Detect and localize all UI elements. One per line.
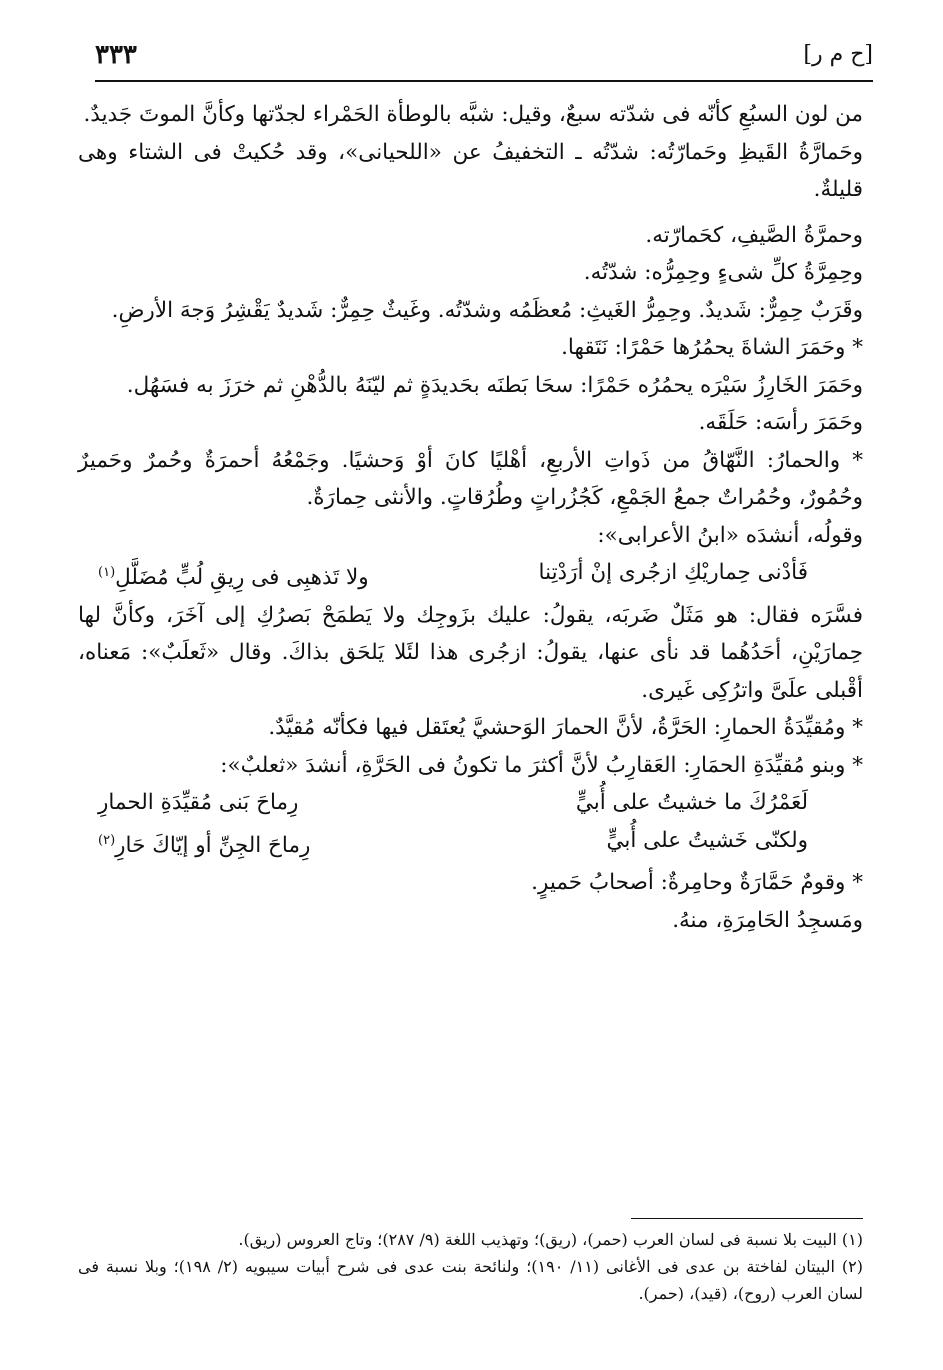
paragraph: ومَسجِدُ الحَامِرَةِ، منهُ. [672, 907, 863, 933]
page-header [95, 40, 873, 82]
paragraph: وحِمِرَّةُ كلِّ شىءٍ وحِمِرُّه: شدّتُه. [583, 260, 863, 285]
paragraph: وقَرَبٌ حِمِرٌّ: شَديدٌ. وحِمِرُّ الغَيثِ: مُعظَمُه وشدّتُه. وغَيثٌ حِمِرٌّ: شَديدٌ يَقْشِرُ وَجهَ الأرضِ. [111, 297, 863, 323]
paragraph: * وحَمَرَ الشاةَ يحمُرُها حَمْرًا: نَتَقها. [561, 335, 863, 360]
paragraph: * وقومٌ حَمَّارَةٌ وحامِرةٌ: أصحابُ حَميرٍ. [531, 870, 863, 896]
main-text [78, 96, 863, 939]
paragraph: وحَمَرَ رأسَه: حَلَقَه. [698, 410, 863, 435]
section-root-label: [ح م ر] [803, 42, 873, 67]
verse-text: رِماحَ الجِنِّ أو إيّاكَ حَارِ [115, 832, 311, 858]
verse-first-hemistich: فَأدْنى حِماريْكِ ازجُرى إنْ أرَدْتِنا [538, 560, 808, 585]
paragraph: وحَمارَّةُ القَيظِ وحَمارّتُه: شدّتُه ـ التخفيفُ عن «اللحيانى»، وقد حُكيتْ فى الشتاء وهى قليلةٌ. [78, 139, 863, 202]
paragraph: * ومُقيِّدَةُ الحمارِ: الحَرَّةُ، لأنَّ الحمارَ الوَحشيَّ يُعتَقل فيها فكأنّه مُقيَّدٌ. [268, 715, 863, 741]
footnote-divider [631, 1218, 863, 1219]
paragraph: * وبنو مُقيِّدَةِ الحمَارِ: العَقارِبُ لأنَّ أكثرَ ما تكونُ فى الحَرَّةِ، أنشدَ «ثعلبٌ»: [220, 752, 863, 778]
paragraph: وقولُه، أنشدَه «ابنُ الأعرابى»: [597, 522, 863, 548]
footnote-marker: (١) [98, 565, 116, 580]
footnote: (٢) البيتان لفاختة بن عدى فى الأغانى (١١/ ١٩٠)؛ ولنائحة بنت عدى فى شرح أبيات سيبويه (٢/ ١٩٨)؛ وبلا نسبة فى لسان العرب (روح)، (قيد)، (حمر). [78, 1257, 864, 1303]
footnote: (١) البيت بلا نسبة فى لسان العرب (حمر)، (ريق)؛ وتهذيب اللغة (٩/ ٢٨٧)؛ وتاج العروس (ريق). [238, 1230, 863, 1249]
footnote-marker: (٢) [98, 832, 116, 848]
poetry-verse [78, 822, 863, 865]
poetry-verse [78, 554, 863, 597]
paragraph: * والحمارُ: النَّهّاقُ من ذَواتِ الأربعِ، أهْليًا كانَ أوْ وَحشيًا. وجَمْعُهُ أحمرَةٌ وحُمرٌ وحَميرٌ وحُمُورٌ، وحُمُراتٌ جمعُ الجَمْعِ، كَجُزُراتٍ وطُرُقاتٍ. والأنثى حِمارَةٌ. [78, 447, 863, 510]
footnotes [78, 1226, 863, 1307]
paragraph: فسَّرَه فقال: هو مَثَلٌ ضَربَه، يقولُ: عليك بزَوجِك ولا يَطمَحْ بَصرُكِ إلى آخَرَ، وكأنَّ لها حِمارَيْنِ، أحَدُهُما قد نأى عنها، يقولُ: ازجُرى هذا لئَلا يَلحَق بذاكَ. وقال «ثَعلَبٌ»: مَعناه، أقْبلى علَىَّ واترُكِى غَيرى. [78, 602, 863, 703]
verse-second-hemistich [98, 822, 310, 865]
paragraph: وحَمَرَ الخَارِزُ سَيْرَه يحمُرُه حَمْرًا: سحَا بَطنَه بحَديدَةٍ ثم ليّنَهُ بالدُّهْنِ ثم خرَزَ به فسَهُل. [126, 372, 863, 398]
paragraph: وحمرَّةُ الصَّيفِ، كحَمارّته. [645, 222, 863, 248]
page-number: ٣٣٣ [95, 40, 137, 70]
verse-second-hemistich: رِماحَ بَنى مُقيِّدَةِ الحمارِ [98, 790, 299, 816]
verse-first-hemistich: ولكنّى خَشيتُ على أُبيٍّ [606, 827, 808, 853]
paragraph: من لون السبُعِ كأنّه فى شدّته سبعٌ، وقيل: شبَّه بالوطأة الحَمْراء لجدّتها وكأنَّ الموتَ جَديدٌ. [83, 102, 863, 127]
verse-first-hemistich: لَعَمْرُكَ ما خشيتُ على أُبيٍّ [575, 790, 808, 816]
verse-second-hemistich [98, 554, 369, 597]
verse-text: ولا تَذهبِى فى رِيقِ لُبٍّ مُضَلَّلِ [115, 565, 369, 591]
poetry-verse [78, 784, 863, 822]
